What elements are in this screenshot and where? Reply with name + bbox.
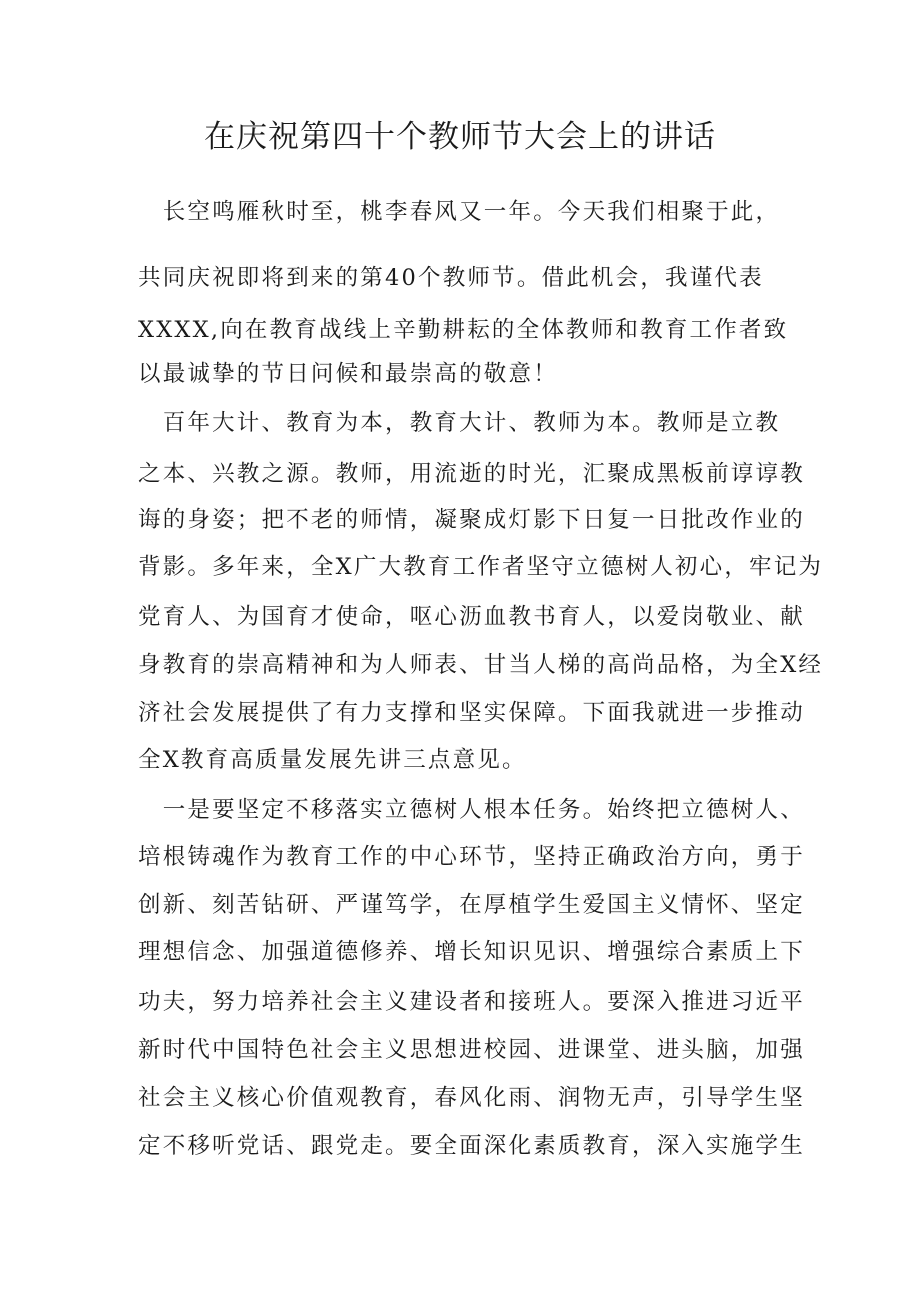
- text-line: XXXX,向在教育战线上辛勤耕耘的全体教师和教育工作者致: [138, 317, 789, 343]
- text-line: 长空鸣雁秋时至，桃李春风又一年。今天我们相聚于此，: [138, 199, 781, 225]
- text-line: 培根铸魂作为教育工作的中心环节，坚持正确政治方向，勇于: [138, 844, 805, 870]
- text-line: 功夫，努力培养社会主义建设者和接班人。要深入推进习近平: [138, 989, 805, 1015]
- text-line: 之本、兴教之源。教师，用流逝的时光，汇聚成黑板前谆谆教: [138, 461, 805, 487]
- text-line: 共同庆祝即将到来的第40个教师节。借此机会，我谨代表: [138, 265, 764, 291]
- text-line: 济社会发展提供了有力支撑和坚实保障。下面我就进一步推动: [138, 700, 805, 726]
- text-line: 以最诚挚的节日问候和最崇高的敬意！: [138, 361, 558, 387]
- text-line: 创新、刻苦钻研、严谨笃学，在厚植学生爱国主义情怀、坚定: [138, 892, 805, 918]
- document-title: 在庆祝第四十个教师节大会上的讲话: [204, 119, 716, 155]
- text-line: 一是要坚定不移落实立德树人根本任务。始终把立德树人、: [138, 797, 805, 823]
- text-line: 社会主义核心价值观教育，春风化雨、润物无声，引导学生坚: [138, 1085, 805, 1111]
- text-line: 理想信念、加强道德修养、增长知识见识、增强综合素质上下: [138, 939, 805, 965]
- text-line: 百年大计、教育为本，教育大计、教师为本。教师是立教: [138, 410, 781, 436]
- text-line: 党育人、为国育才使命，呕心沥血教书育人，以爱岗敬业、献: [138, 604, 805, 630]
- text-line: 全X教育高质量发展先讲三点意见。: [138, 747, 527, 773]
- text-line: 背影。多年来，全X广大教育工作者坚守立德树人初心，牢记为: [138, 554, 824, 580]
- text-line: 身教育的崇高精神和为人师表、甘当人梯的高尚品格，为全X经: [138, 652, 824, 678]
- text-line: 诲的身姿；把不老的师情，凝聚成灯影下日复一日批改作业的: [138, 507, 805, 533]
- text-line: 定不移听党话、跟党走。要全面深化素质教育，深入实施学生: [138, 1133, 805, 1159]
- text-line: 新时代中国特色社会主义思想进校园、进课堂、进头脑，加强: [138, 1037, 805, 1063]
